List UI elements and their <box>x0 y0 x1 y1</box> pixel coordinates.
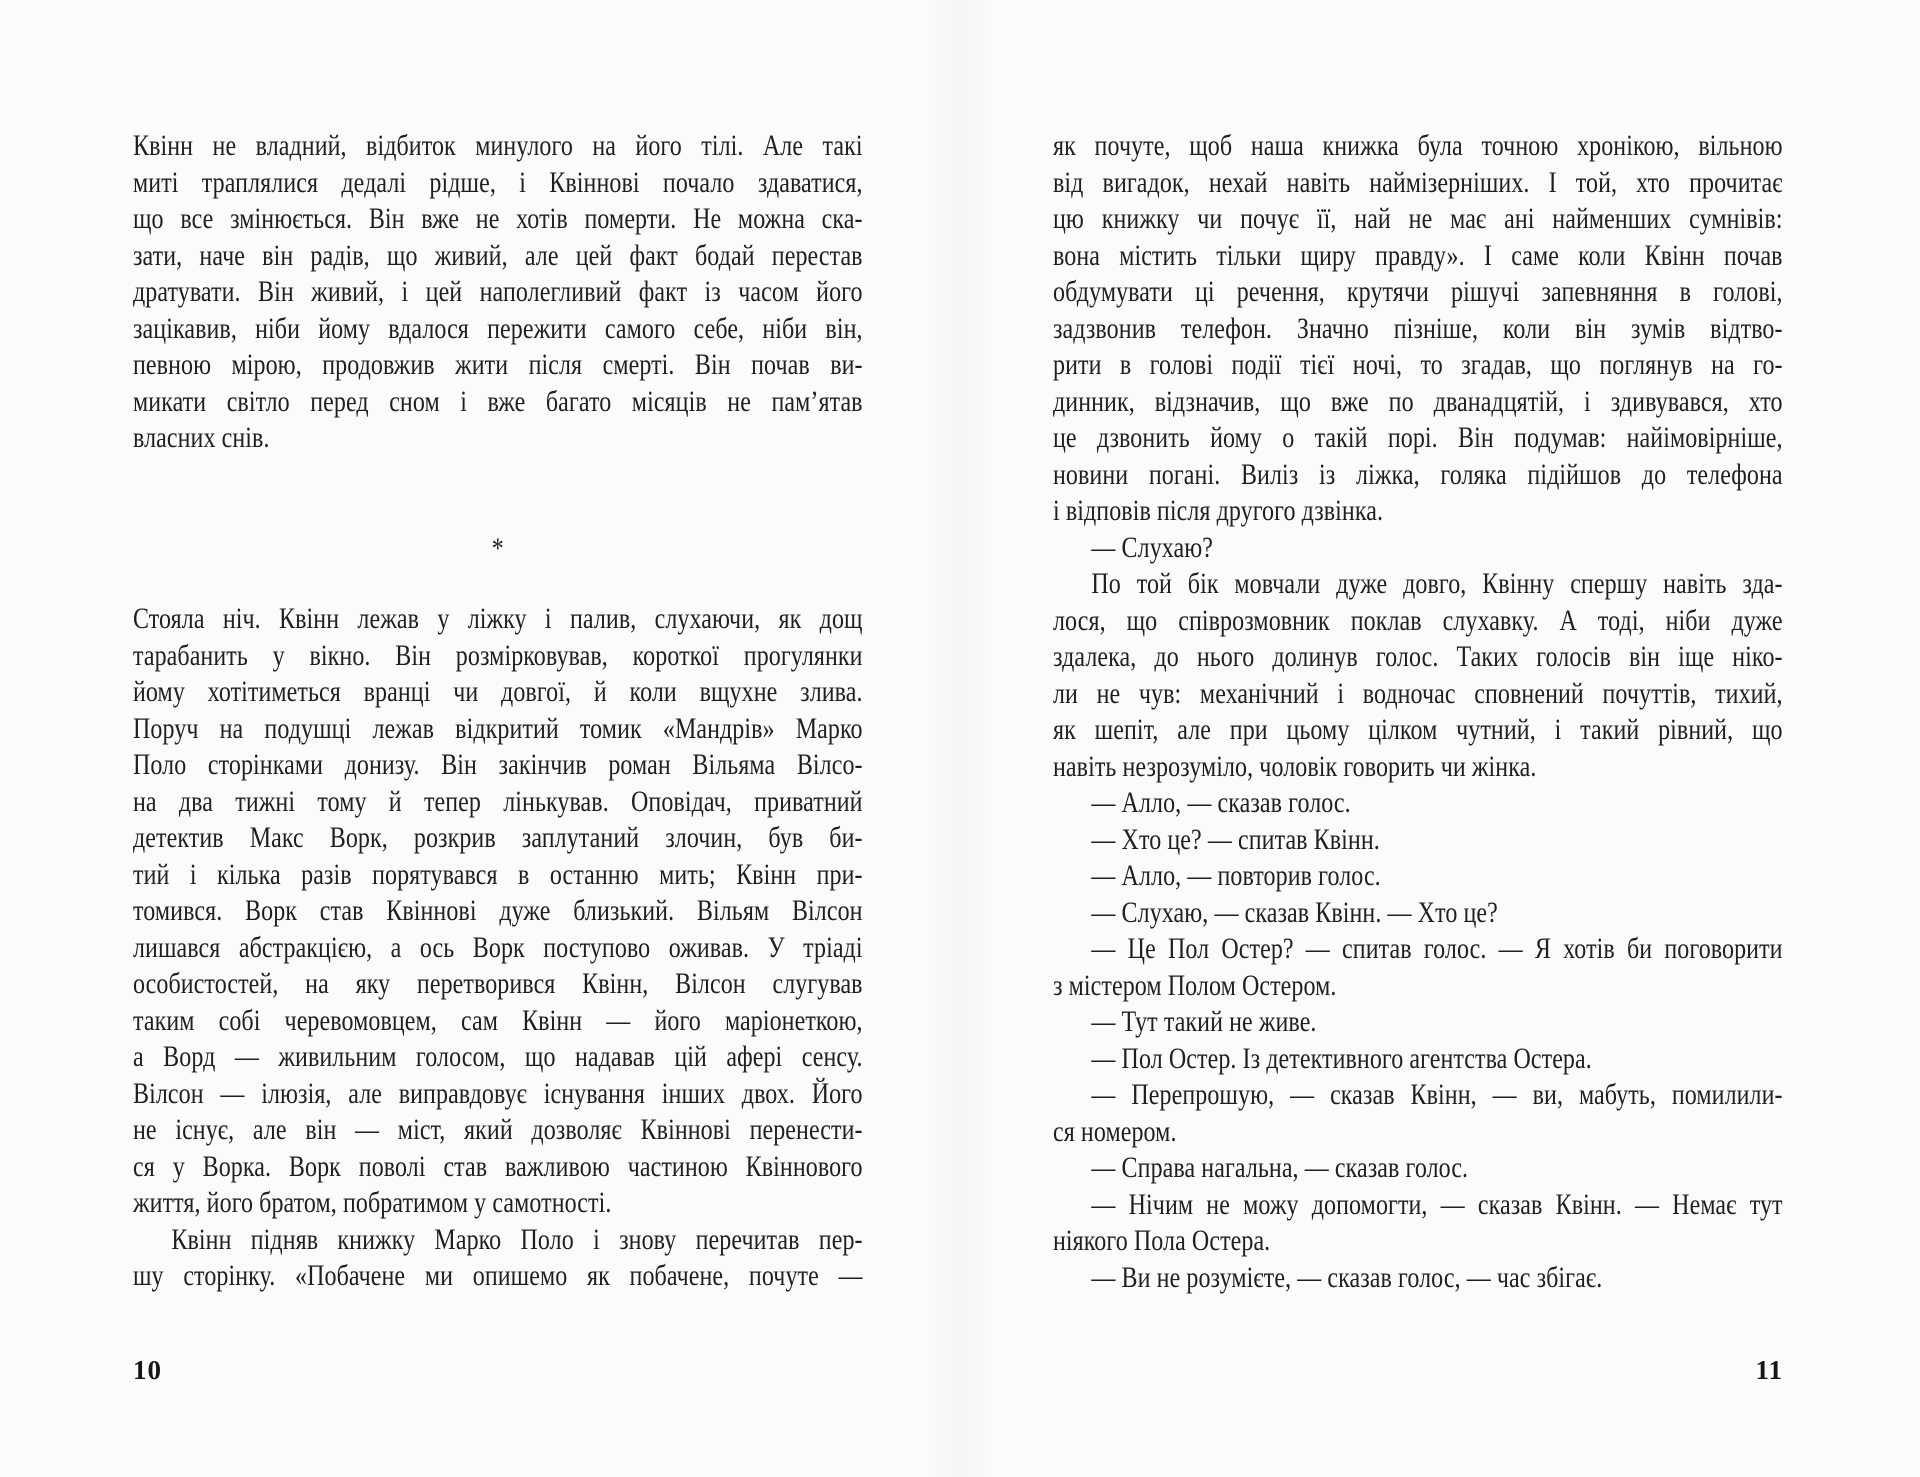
text-line: — Тут такий не живе. <box>1091 1005 1317 1038</box>
text-line: миті траплялися дедалі рідше, і Квіннові почало здаватися, <box>133 165 863 199</box>
page-number-left: 10 <box>133 1355 162 1385</box>
text-line: і відповів після другого дзвінка. <box>1053 494 1384 527</box>
text-line: лишався абстракцією, а ось Ворк поступово оживав. У тріаді <box>133 930 863 964</box>
text-line: особистостей, на яку перетворився Квінн, Вілсон слугував <box>133 967 863 1000</box>
text-line: — Пол Остер. Із детективного агентства Остера. <box>1091 1041 1592 1075</box>
text-line: — Це Пол Остер? — спитав голос. — Я хотів би поговорити <box>1091 932 1783 965</box>
text-line: що все змінюється. Він вже не хотів померти. Не можна ска- <box>133 202 863 235</box>
text-line: здалека, до нього долинув голос. Таких голосів він іще ніко- <box>1053 640 1783 673</box>
text-line: новини погані. Виліз із ліжка, голяка підійшов до телефона <box>1053 457 1783 491</box>
text-line: — Ви не розумієте, — сказав голос, — час збігає. <box>1091 1260 1603 1294</box>
text-line: томився. Ворк став Квіннові дуже близький. Вільям Вілсон <box>133 894 863 927</box>
text-line: ся у Ворка. Ворк поволі став важливою частиною Квіннового <box>133 1149 863 1183</box>
text-line: з містером Полом Остером. <box>1053 968 1337 1002</box>
section-separator: * <box>491 531 504 565</box>
page-left-column <box>133 128 863 1295</box>
text-line: — Справа нагальна, — сказав голос. <box>1091 1151 1469 1184</box>
text-line: власних снів. <box>133 421 270 454</box>
text-line: як почуте, щоб наша книжка була точною хронікою, вільною <box>1053 129 1783 162</box>
text-line: Поруч на подушці лежав відкритий томик «Мандрів» Марко <box>133 711 863 745</box>
text-line: — Перепрошую, — сказав Квінн, — ви, мабуть, помилили- <box>1091 1078 1783 1111</box>
text-line: обдумувати ці речення, крутячи рішучі запевняння в голові, <box>1053 275 1783 308</box>
page-gutter <box>925 0 995 1477</box>
text-line: Вілсон — ілюзія, але виправдовує існування інших двох. Його <box>133 1076 863 1110</box>
text-line: таким собі черевомовцем, сам Квінн — його маріонеткою, <box>133 1003 863 1037</box>
text-line: зацікавив, ніби йому вдалося пережити самого себе, ніби він, <box>133 311 863 345</box>
paragraph <box>1053 931 1783 1004</box>
text-line: ніякого Пола Остера. <box>1053 1224 1271 1257</box>
text-line: Квінн підняв книжку Марко Поло і знову перечитав пер- <box>171 1222 863 1256</box>
text-line: По той бік мовчали дуже довго, Квінну спершу навіть зда- <box>1091 567 1783 600</box>
text-line: тарабанить у вікно. Він розмірковував, короткої прогулянки <box>133 638 863 672</box>
text-line: цю книжку чи почує її, най не має ані найменших сумнівів: <box>1053 202 1783 235</box>
text-line: навіть незрозуміло, чоловік говорить чи жінка. <box>1053 749 1537 783</box>
paragraph <box>1053 530 1783 567</box>
paragraph <box>1053 858 1783 895</box>
text-line: а Ворд — живильним голосом, що надавав цій афері сенсу. <box>133 1040 863 1073</box>
text-line: зати, наче він радів, що живий, але цей факт бодай перестав <box>133 238 863 272</box>
text-line: не існує, але він — міст, який дозволяє Квіннові перенести- <box>133 1113 863 1146</box>
paragraph <box>133 601 863 1222</box>
paragraph <box>1053 1187 1783 1260</box>
text-line: Квінн не владний, відбиток минулого на його тілі. Але такі <box>133 129 863 162</box>
text-line: Поло сторінками донизу. Він закінчив роман Вільяма Вілсо- <box>133 748 863 781</box>
text-line: микати світло перед сном і вже багато місяців не пам’ятав <box>133 384 863 418</box>
text-line: вона містить тільки щиру правду». І саме коли Квінн почав <box>1053 238 1783 272</box>
text-line: — Слухаю? <box>1091 530 1214 564</box>
paragraph <box>133 1222 863 1295</box>
paragraph <box>1053 1077 1783 1150</box>
text-line: задзвонив телефон. Значно пізніше, коли він зумів відтво- <box>1053 311 1783 345</box>
paragraph <box>1053 1041 1783 1078</box>
text-line: тий і кілька разів порятувався в останню мить; Квінн при- <box>133 857 863 891</box>
text-line: на два тижні тому й тепер лінькував. Оповідач, приватний <box>133 784 863 818</box>
text-line: — Слухаю, — сказав Квінн. — Хто це? <box>1091 895 1498 929</box>
text-line: шу сторінку. «Побачене ми опишемо як побачене, почуте — <box>133 1259 863 1292</box>
text-line: — Алло, — сказав голос. <box>1091 786 1351 819</box>
paragraph <box>1053 566 1783 785</box>
paragraph <box>1053 1004 1783 1041</box>
paragraph <box>1053 822 1783 859</box>
page-number-right: 11 <box>1755 1355 1783 1385</box>
text-line: лося, що співрозмовник поклав слухавку. А тоді, ніби дуже <box>1053 603 1783 637</box>
text-line: як шепіт, але при цьому цілком чутний, і такий рівний, що <box>1053 713 1783 746</box>
text-line: Стояла ніч. Квінн лежав у ліжку і палив, слухаючи, як дощ <box>133 602 863 635</box>
text-line: — Алло, — повторив голос. <box>1091 859 1381 892</box>
paragraph <box>1053 895 1783 932</box>
paragraph <box>133 128 863 457</box>
text-line: дратувати. Він живий, і цей наполегливий факт із часом його <box>133 275 863 308</box>
text-line: життя, його братом, побратимом у самотності. <box>133 1186 612 1219</box>
text-line: ли не чув: механічний і водночас сповнений почуттів, тихий, <box>1053 676 1783 710</box>
page-right-column <box>1053 128 1783 1296</box>
text-line: йому хотітиметься вранці чи довгої, й коли вщухне злива. <box>133 675 863 708</box>
text-line: динник, відзначив, що вже по дванадцятій, і здивувався, хто <box>1053 384 1783 418</box>
text-line: рити в голові події тієї ночі, то згадав, що поглянув на го- <box>1053 348 1783 381</box>
text-line: — Нічим не можу допомогти, — сказав Квінн. — Немає тут <box>1091 1187 1783 1221</box>
text-line: — Хто це? — спитав Квінн. <box>1091 822 1380 856</box>
text-line: певною мірою, продовжив жити після смерті. Він почав ви- <box>133 348 863 381</box>
text-line: ся номером. <box>1053 1114 1177 1148</box>
text-line: детектив Макс Ворк, розкрив заплутаний злочин, був би- <box>133 821 863 854</box>
paragraph <box>1053 128 1783 530</box>
paragraph <box>1053 1260 1783 1297</box>
paragraph <box>1053 1150 1783 1187</box>
text-line: це дзвонить йому о такій порі. Він подумав: найімовірніше, <box>1053 421 1783 454</box>
text-line: від вигадок, нехай навіть наймізерніших. І той, хто прочитає <box>1053 165 1783 199</box>
page-left <box>133 128 863 1428</box>
paragraph <box>1053 785 1783 822</box>
page-right <box>1053 128 1783 1428</box>
